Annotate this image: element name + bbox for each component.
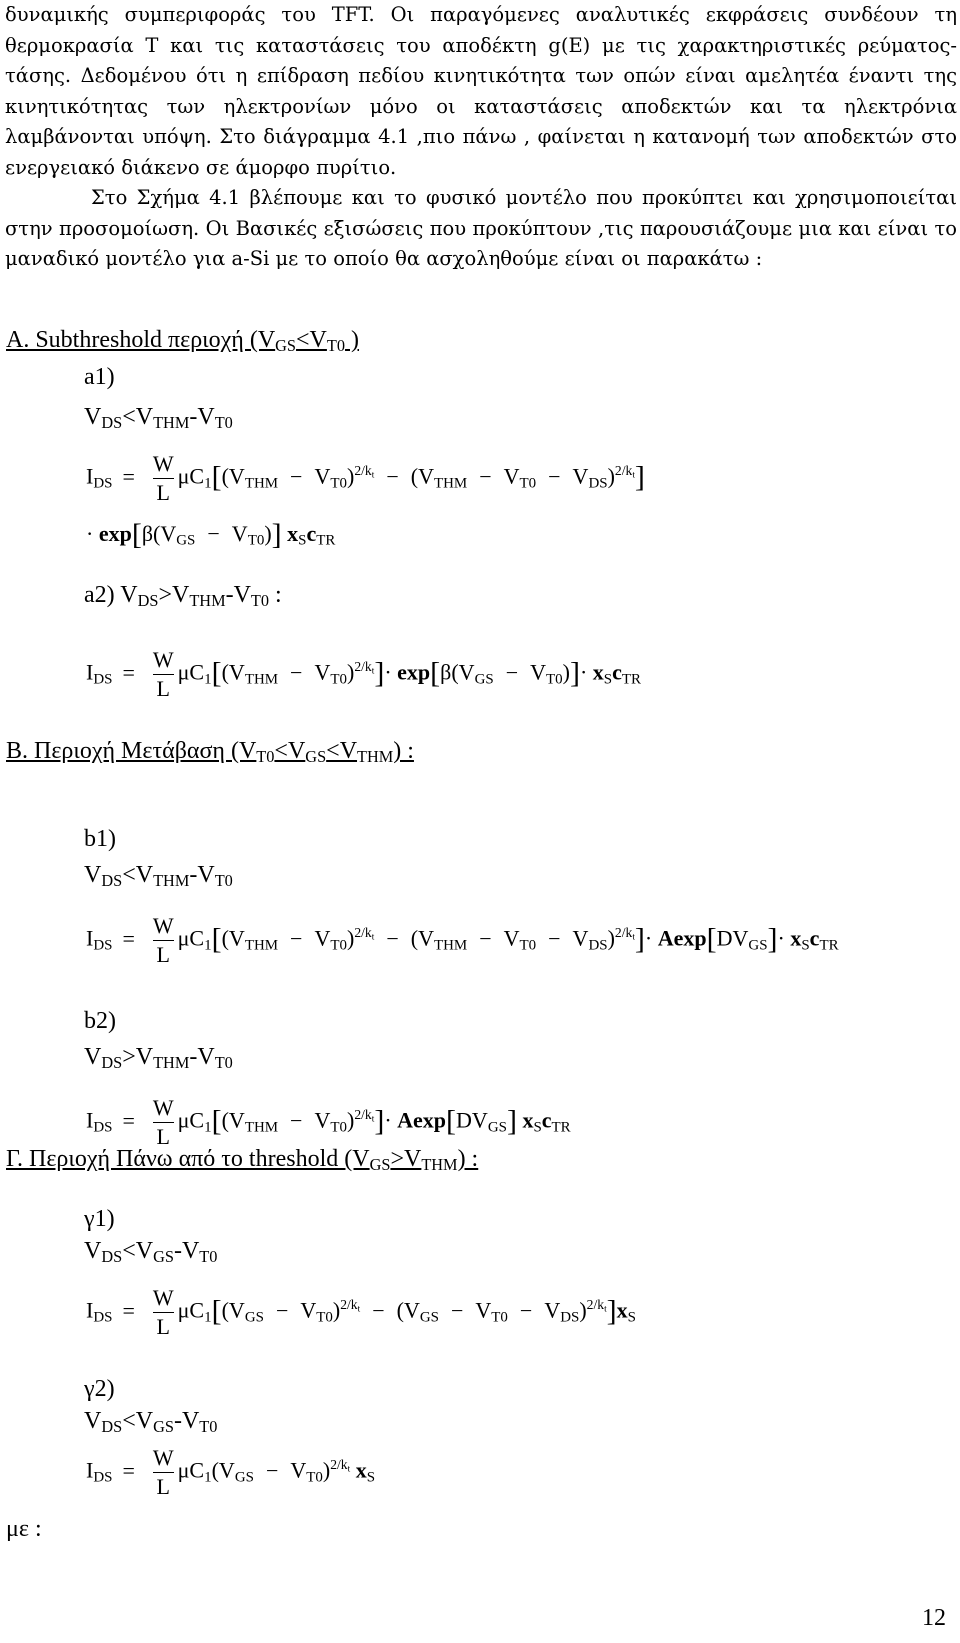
fraction-w-over-l: $\frac{W}{L}$ <box>152 1445 174 1499</box>
case-b1-condition: $V_{DS}<V_{THM}-V_{T0}$ <box>84 862 233 891</box>
case-b2-label: b2) <box>84 1008 116 1034</box>
section-a-heading: A. Subthreshold περιοχή ($V_{GS}<V_{T0}$ ) <box>6 327 360 356</box>
section-c-heading: Γ. Περιοχή Πάνω από το threshold $(V_{GS}>V_{THM})$ : <box>6 1146 479 1175</box>
fraction-w-over-l: $\frac{W}{L}$ <box>152 913 174 967</box>
equation-g1: $I_{DS}$ = $\frac{W}{L}$ $\mu C_1[(V_{GS} - V_{T0})^{2/k_t} - (V_{GS} - V_{T0} - V_{DS})^{2/k_t}]x_S$ <box>86 1285 636 1339</box>
case-b2-condition: $V_{DS}>V_{THM}-V_{T0}$ <box>84 1044 233 1073</box>
equation-a1-line2: · $\exp[\beta(V_{GS} - V_{T0})]$ $x_Sc_{TR}$ <box>86 518 336 551</box>
case-a2-label-condition: a2) $V_{DS}>V_{THM}-V_{T0}$ : <box>84 582 282 611</box>
equation-a2: $I_{DS}$ = $\frac{W}{L}$ $\mu C_1[(V_{THM} - V_{T0})^{2/k_t}]\cdot \exp[\beta(V_{GS} - V_{T0})]\cdot x_Sc_{TR}$ <box>86 647 641 701</box>
case-g2-label: γ2) <box>84 1376 115 1402</box>
section-b-heading: B. Περιοχή Μετάβαση $(V_{T0}<V_{GS}<V_{THM})$ : <box>6 738 414 767</box>
case-g1-condition: $V_{DS}<V_{GS}-V_{T0}$ <box>84 1238 218 1267</box>
fraction-w-over-l: $\frac{W}{L}$ <box>152 1285 174 1339</box>
closing-me-label: με : <box>6 1516 42 1542</box>
fraction-w-over-l: $\frac{W}{L}$ <box>152 1095 174 1149</box>
case-a1-condition: $V_{DS}<V_{THM}-V_{T0}$ <box>84 404 233 433</box>
case-a1-label: a1) <box>84 364 115 390</box>
case-b1-label: b1) <box>84 826 116 852</box>
page-number: 12 <box>922 1605 946 1631</box>
intro-paragraph-2: Στο Σχήμα 4.1 βλέπουμε και το φυσικό μοντέλο που προκύπτει και χρησιμοποιείται στην προσομοίωση. Οι Βασικές εξισώσεις που προκύπτουν ,τις παρουσιάζουμε μια και είναι το μαναδικό μοντέλο για a-Si με το οποίο θα ασχοληθούμε είναι οι παρακάτω : <box>5 186 957 270</box>
equation-g2: $I_{DS}$ = $\frac{W}{L}$ $\mu C_1(V_{GS} - V_{T0})^{2/k_t}$ $x_S$ <box>86 1445 376 1499</box>
equation-b2: $I_{DS}$ = $\frac{W}{L}$ $\mu C_1[(V_{THM} - V_{T0})^{2/k_t}]\cdot Aexp[DV_{GS}]$ $x_Sc_{TR}$ <box>86 1095 571 1149</box>
intro-paragraph-1: δυναμικής συμπεριφοράς του TFT. Οι παραγόμενες αναλυτικές εκφράσεις συνδέουν τη θερμοκρασία T και τις καταστάσεις του αποδέκτη g(E) με τις χαρακτηριστικές ρεύματος-τάσης. Δεδομένου ότι η επίδραση πεδίου κινητικότητα των οπών είναι αμελητέα έναντι της κινητικότητας των ηλεκτρονίων μόνο οι καταστάσεις αποδεκτών και τα ηλεκτρόνια λαμβάνονται υπόψη. Στο διάγραμμα 4.1 ,πιο πάνω , φαίνεται η κατανομή των αποδεκτών στο ενεργειακό διάκενο σε άμορφο πυρίτιο. <box>5 3 957 179</box>
case-g2-condition: $V_{DS}<V_{GS}-V_{T0}$ <box>84 1408 218 1437</box>
equation-a1: $I_{DS}$ = $\frac{W}{L}$ $\mu C_1[(V_{THM} - V_{T0})^{2/k_t} - (V_{THM} - V_{T0} - V_{DS})^{2/k_t}]$ <box>86 451 645 505</box>
equation-b1: $I_{DS}$ = $\frac{W}{L}$ $\mu C_1[(V_{THM} - V_{T0})^{2/k_t} - (V_{THM} - V_{T0} - V_{DS})^{2/k_t}]\cdot Aexp[DV_{GS}]\cdot x_Sc_{TR}$ <box>86 913 839 967</box>
fraction-w-over-l: $\frac{W}{L}$ <box>152 647 174 701</box>
fraction-w-over-l: $\frac{W}{L}$ <box>152 451 174 505</box>
case-g1-label: γ1) <box>84 1206 115 1232</box>
intro-text <box>5 0 957 275</box>
